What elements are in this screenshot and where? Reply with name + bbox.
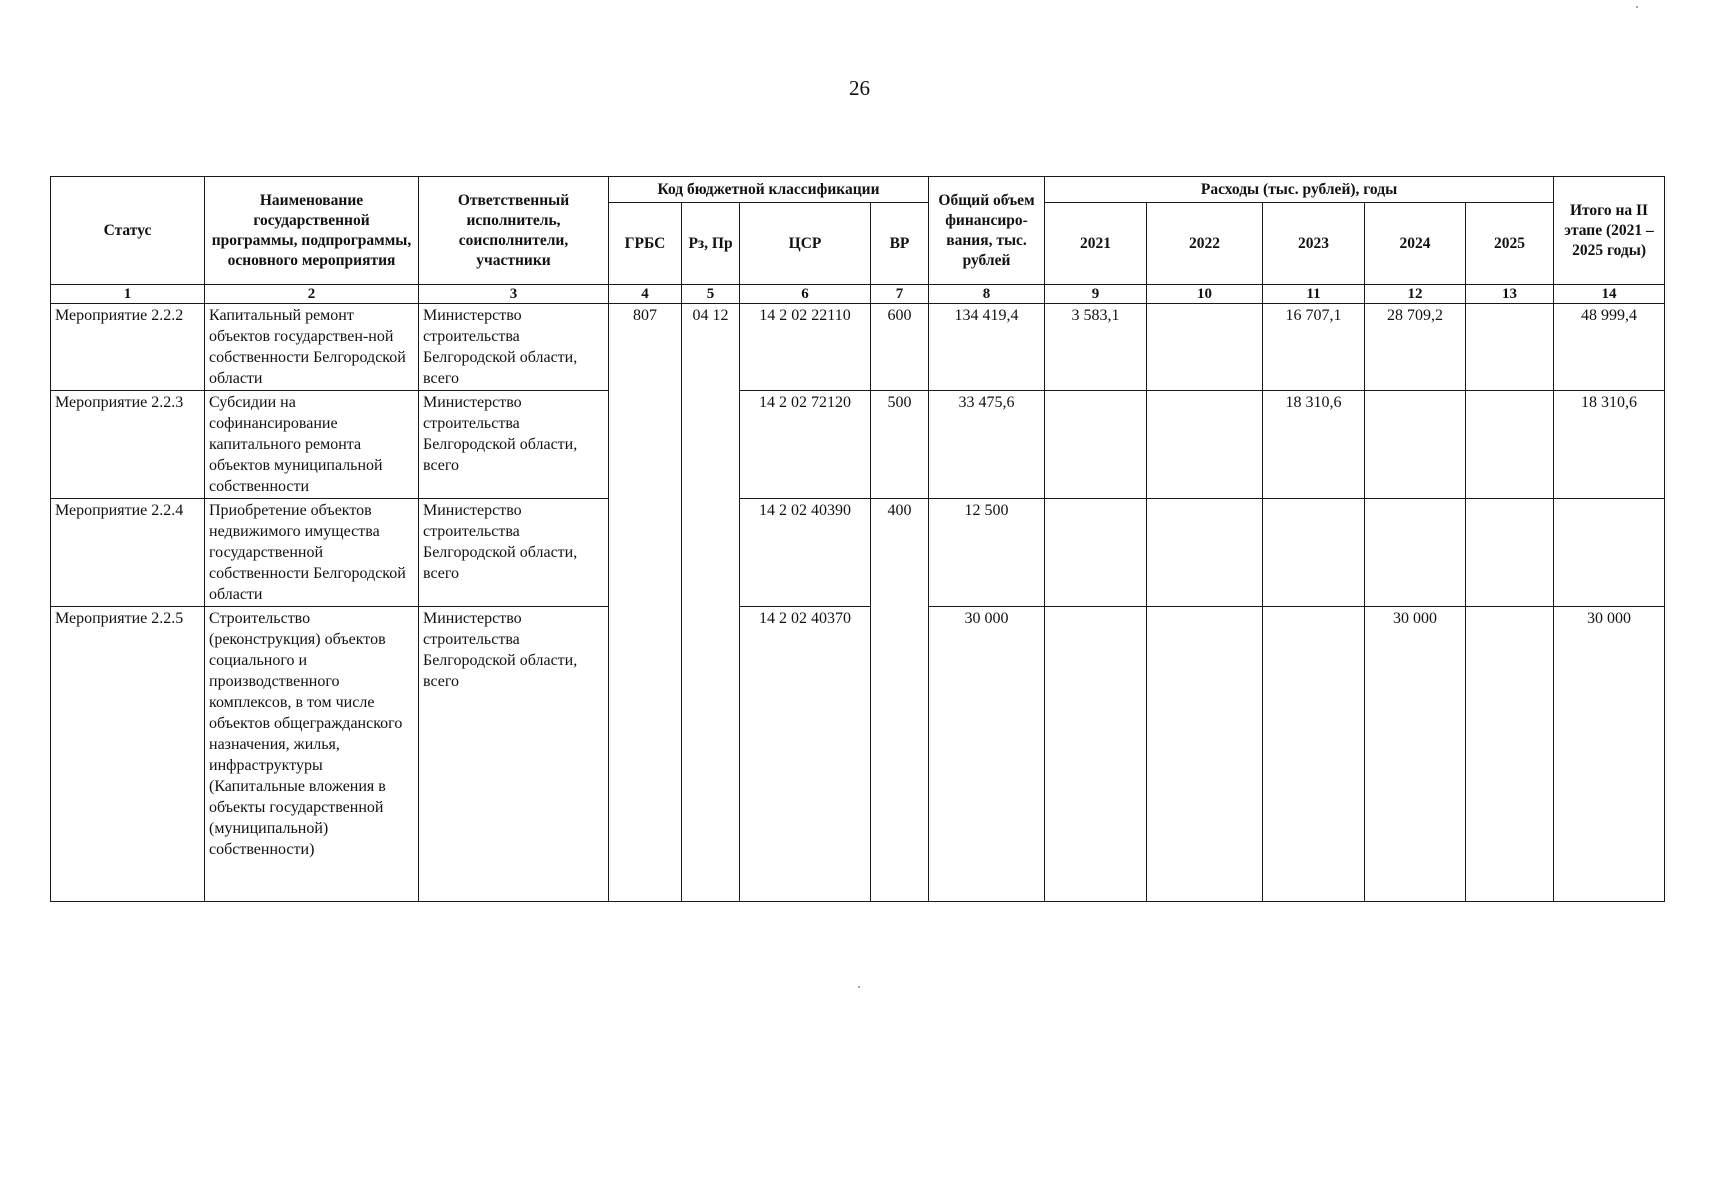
header-year-2022: 2022 [1147,203,1263,285]
column-number: 3 [419,285,609,304]
cell-year-2023 [1263,607,1365,902]
scan-speck [858,986,860,988]
header-program-name: Наименование государственной программы, подпрограммы, основного мероприятия [205,177,419,285]
cell-year-2022 [1147,499,1263,607]
header-budget-code: Код бюджетной классификации [609,177,929,203]
row-status: Мероприятие 2.2.2 [51,304,205,391]
cell-year-2024 [1365,391,1466,499]
cell-year-2023 [1263,499,1365,607]
cell-year-2022 [1147,607,1263,902]
cell-year-2024 [1365,499,1466,607]
cell-vr: 600 [871,304,929,391]
column-number: 8 [929,285,1045,304]
cell-year-2021 [1045,391,1147,499]
header-vr: ВР [871,203,929,285]
row-executor: Министерство строительства Белгородской области, всего [419,391,609,499]
cell-year-2025 [1466,304,1554,391]
row-program-name: Приобретение объектов недвижимого имущества государственной собственности Белгородской области [205,499,419,607]
cell-year-2023: 16 707,1 [1263,304,1365,391]
column-number: 6 [740,285,871,304]
cell-stage-total: 48 999,4 [1554,304,1665,391]
header-year-2024: 2024 [1365,203,1466,285]
row-status: Мероприятие 2.2.3 [51,391,205,499]
column-number: 13 [1466,285,1554,304]
table-row [51,499,1665,607]
header-executor: Ответственный исполнитель, соисполнители, участники [419,177,609,285]
cell-stage-total: 18 310,6 [1554,391,1665,499]
cell-year-2025 [1466,499,1554,607]
cell-csr: 14 2 02 72120 [740,391,871,499]
page-number: 26 [849,76,870,100]
column-number: 1 [51,285,205,304]
header-grbs: ГРБС [609,203,682,285]
cell-stage-total: 30 000 [1554,607,1665,902]
cell-rzpr: 04 12 [682,304,740,902]
header-year-2025: 2025 [1466,203,1554,285]
header-rzpr: Рз, Пр [682,203,740,285]
row-program-name: Капитальный ремонт объектов государствен-ной собственности Белгородской области [205,304,419,391]
table-row [51,391,1665,499]
header-status: Статус [51,177,205,285]
header-year-2023: 2023 [1263,203,1365,285]
column-number: 10 [1147,285,1263,304]
cell-total-funding: 12 500 [929,499,1045,607]
header-total-funding: Общий объем финансиро-вания, тыс. рублей [929,177,1045,285]
scan-speck [1636,6,1638,8]
cell-vr: 400 [871,499,929,902]
cell-year-2025 [1466,391,1554,499]
header-expenses: Расходы (тыс. рублей), годы [1045,177,1554,203]
column-number: 5 [682,285,740,304]
row-executor: Министерство строительства Белгородской области, всего [419,607,609,902]
header-stage-total: Итого на II этапе (2021 – 2025 годы) [1554,177,1665,285]
cell-year-2022 [1147,391,1263,499]
cell-year-2024: 28 709,2 [1365,304,1466,391]
cell-year-2024: 30 000 [1365,607,1466,902]
row-status: Мероприятие 2.2.4 [51,499,205,607]
column-number: 4 [609,285,682,304]
column-number-row [51,285,1665,304]
column-number: 7 [871,285,929,304]
column-number: 11 [1263,285,1365,304]
row-status: Мероприятие 2.2.5 [51,607,205,902]
row-program-name: Строительство (реконструкция) объектов социального и производственного комплексов, в том числе объектов общегражданского назначения, жилья, инфраструктуры (Капитальные вложения в объекты государственной (муниципальной) собственности) [205,607,419,902]
header-csr: ЦСР [740,203,871,285]
cell-year-2022 [1147,304,1263,391]
cell-stage-total [1554,499,1665,607]
budget-table [50,176,1665,902]
table-row [51,304,1665,391]
row-executor: Министерство строительства Белгородской области, всего [419,499,609,607]
cell-vr: 500 [871,391,929,499]
column-number: 12 [1365,285,1466,304]
cell-csr: 14 2 02 40370 [740,607,871,902]
row-executor: Министерство строительства Белгородской области, всего [419,304,609,391]
cell-total-funding: 33 475,6 [929,391,1045,499]
cell-total-funding: 30 000 [929,607,1045,902]
cell-year-2021: 3 583,1 [1045,304,1147,391]
column-number: 2 [205,285,419,304]
cell-csr: 14 2 02 22110 [740,304,871,391]
cell-year-2021 [1045,607,1147,902]
column-number: 14 [1554,285,1665,304]
table-row [51,607,1665,902]
cell-year-2023: 18 310,6 [1263,391,1365,499]
row-program-name: Субсидии на софинансирование капитального ремонта объектов муниципальной собственности [205,391,419,499]
column-number: 9 [1045,285,1147,304]
header-year-2021: 2021 [1045,203,1147,285]
cell-csr: 14 2 02 40390 [740,499,871,607]
cell-total-funding: 134 419,4 [929,304,1045,391]
cell-grbs: 807 [609,304,682,902]
cell-year-2025 [1466,607,1554,902]
cell-year-2021 [1045,499,1147,607]
